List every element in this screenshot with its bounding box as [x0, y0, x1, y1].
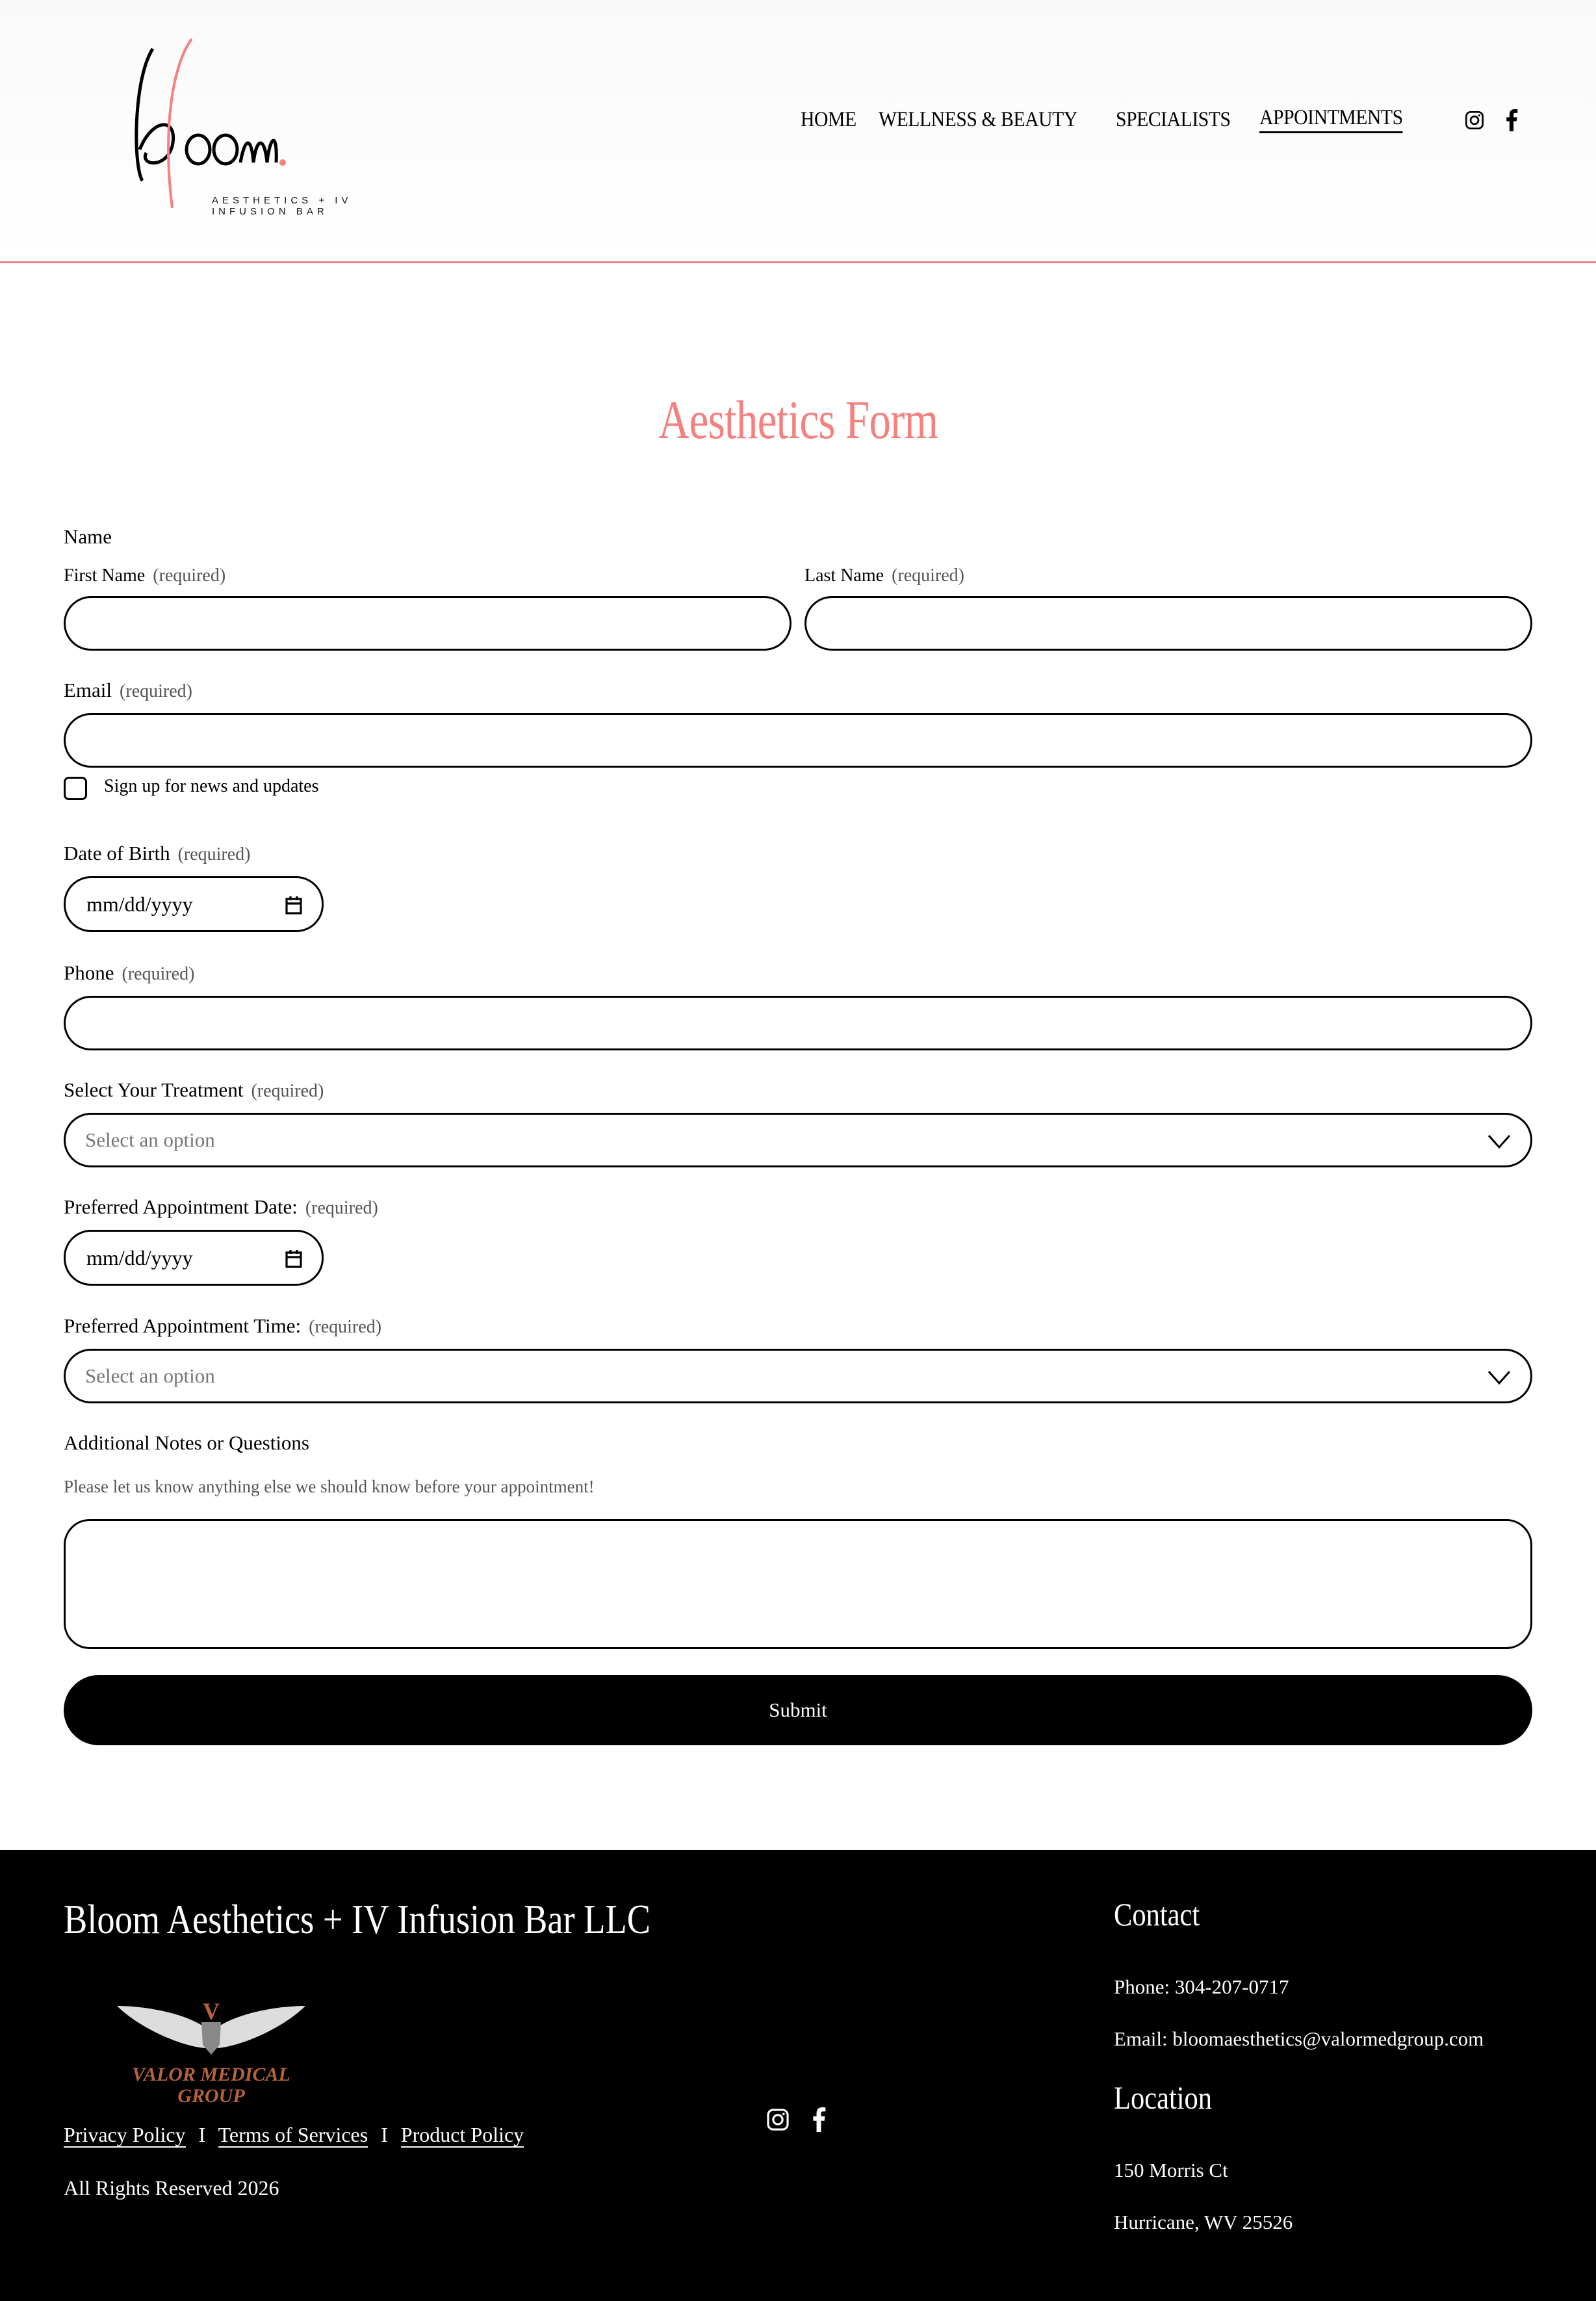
main-nav — [801, 106, 1435, 133]
contact-email[interactable]: Email: bloomaesthetics@valormedgroup.com — [1114, 2027, 1484, 2050]
address-line-2: Hurricane, WV 25526 — [1114, 2211, 1293, 2233]
location-heading — [1114, 2079, 1229, 2116]
bloom-logo[interactable] — [75, 32, 387, 217]
dob-input[interactable] — [64, 876, 324, 932]
phone-label — [64, 961, 194, 985]
copyright-text: All Rights Reserved 2026 — [64, 2176, 279, 2200]
dob-label-text: Date of Birth — [64, 842, 170, 864]
submit-button[interactable]: Submit — [64, 1675, 1532, 1745]
last-name-input[interactable] — [804, 596, 1532, 651]
privacy-policy-link[interactable]: Privacy Policy — [64, 2123, 186, 2146]
notes-helper-text: Please let us know anything else we should know before your appointment! — [64, 1477, 595, 1496]
footer-links — [64, 2123, 524, 2147]
terms-of-services-link[interactable]: Terms of Services — [218, 2123, 368, 2146]
dob-placeholder: mm/dd/yyyy — [86, 892, 193, 916]
phone-input[interactable] — [64, 996, 1532, 1050]
chevron-down-icon — [1487, 1132, 1511, 1155]
appt-time-label — [64, 1314, 381, 1338]
first-name-label — [64, 566, 225, 586]
link-separator: I — [198, 2123, 206, 2146]
svg-text:V: V — [203, 1998, 220, 2024]
required-tag: (required) — [305, 1198, 378, 1218]
required-tag: (required) — [177, 844, 251, 864]
product-policy-link[interactable]: Product Policy — [400, 2123, 524, 2146]
nav-appointments[interactable]: APPOINTMENTS — [1259, 106, 1403, 133]
link-separator: I — [381, 2123, 388, 2146]
calendar-icon[interactable] — [285, 896, 302, 920]
calendar-icon[interactable] — [285, 1249, 302, 1273]
first-name-input[interactable] — [64, 596, 792, 651]
appt-time-label-text: Preferred Appointment Time: — [64, 1314, 302, 1337]
logo-tagline: AESTHETICS + IV INFUSION BAR — [212, 195, 352, 217]
appt-date-label — [64, 1195, 378, 1219]
appt-date-placeholder: mm/dd/yyyy — [86, 1245, 193, 1269]
nav-wellness-beauty[interactable]: WELLNESS & BEAUTY — [879, 107, 1078, 131]
location-heading-text: Location — [1114, 2079, 1213, 2116]
instagram-icon[interactable] — [766, 2107, 790, 2132]
required-tag: (required) — [251, 1081, 324, 1101]
required-tag: (required) — [120, 681, 192, 701]
bloom-wordmark-icon — [75, 32, 387, 214]
first-name-label-text: First Name — [64, 566, 146, 586]
chevron-down-icon — [1487, 1368, 1511, 1391]
facebook-icon[interactable] — [811, 2107, 827, 2132]
valor-medical-logo — [117, 1993, 305, 2110]
site-footer — [0, 1850, 1596, 2301]
appt-time-placeholder: Select an option — [85, 1364, 215, 1387]
name-group-label: Name — [64, 525, 112, 548]
dob-label — [64, 842, 251, 865]
treatment-placeholder: Select an option — [85, 1128, 215, 1151]
appt-date-label-text: Preferred Appointment Date: — [64, 1195, 298, 1218]
notes-textarea[interactable] — [64, 1519, 1532, 1649]
required-tag: (required) — [122, 964, 195, 984]
page-title: Aesthetics Form — [658, 390, 938, 450]
notes-label: Additional Notes or Questions — [64, 1431, 309, 1454]
last-name-label — [804, 566, 964, 586]
phone-label-text: Phone — [64, 961, 114, 984]
valor-wings-icon — [117, 1993, 305, 2110]
last-name-label-text: Last Name — [804, 566, 884, 586]
required-tag: (required) — [153, 566, 226, 586]
treatment-select[interactable] — [64, 1113, 1532, 1167]
email-label-text: Email — [64, 679, 112, 701]
appt-time-select[interactable] — [64, 1349, 1532, 1403]
instagram-icon[interactable] — [1464, 110, 1485, 131]
required-tag: (required) — [309, 1317, 382, 1337]
facebook-icon[interactable] — [1504, 109, 1519, 131]
contact-heading-text: Contact — [1114, 1896, 1200, 1932]
treatment-label-text: Select Your Treatment — [64, 1078, 244, 1101]
address-line-1: 150 Morris Ct — [1114, 2159, 1228, 2181]
nav-home[interactable]: HOME — [801, 107, 856, 131]
contact-phone[interactable]: Phone: 304-207-0717 — [1114, 1975, 1289, 1998]
svg-text:VALOR MEDICAL: VALOR MEDICAL — [132, 2064, 290, 2085]
svg-text:GROUP: GROUP — [177, 2085, 245, 2107]
newsletter-label: Sign up for news and updates — [104, 776, 319, 796]
footer-social — [766, 2107, 827, 2132]
required-tag: (required) — [892, 566, 964, 586]
email-input[interactable] — [64, 713, 1532, 768]
email-label — [64, 679, 192, 702]
nav-specialists[interactable]: SPECIALISTS — [1115, 107, 1231, 131]
footer-business-name: Bloom Aesthetics + IV Infusion Bar LLC — [64, 1896, 651, 1942]
appt-date-input[interactable] — [64, 1230, 324, 1286]
contact-heading — [1114, 1895, 1215, 1933]
site-header — [0, 0, 1596, 263]
header-social — [1464, 109, 1519, 131]
treatment-label — [64, 1078, 324, 1102]
newsletter-checkbox[interactable] — [64, 777, 87, 800]
